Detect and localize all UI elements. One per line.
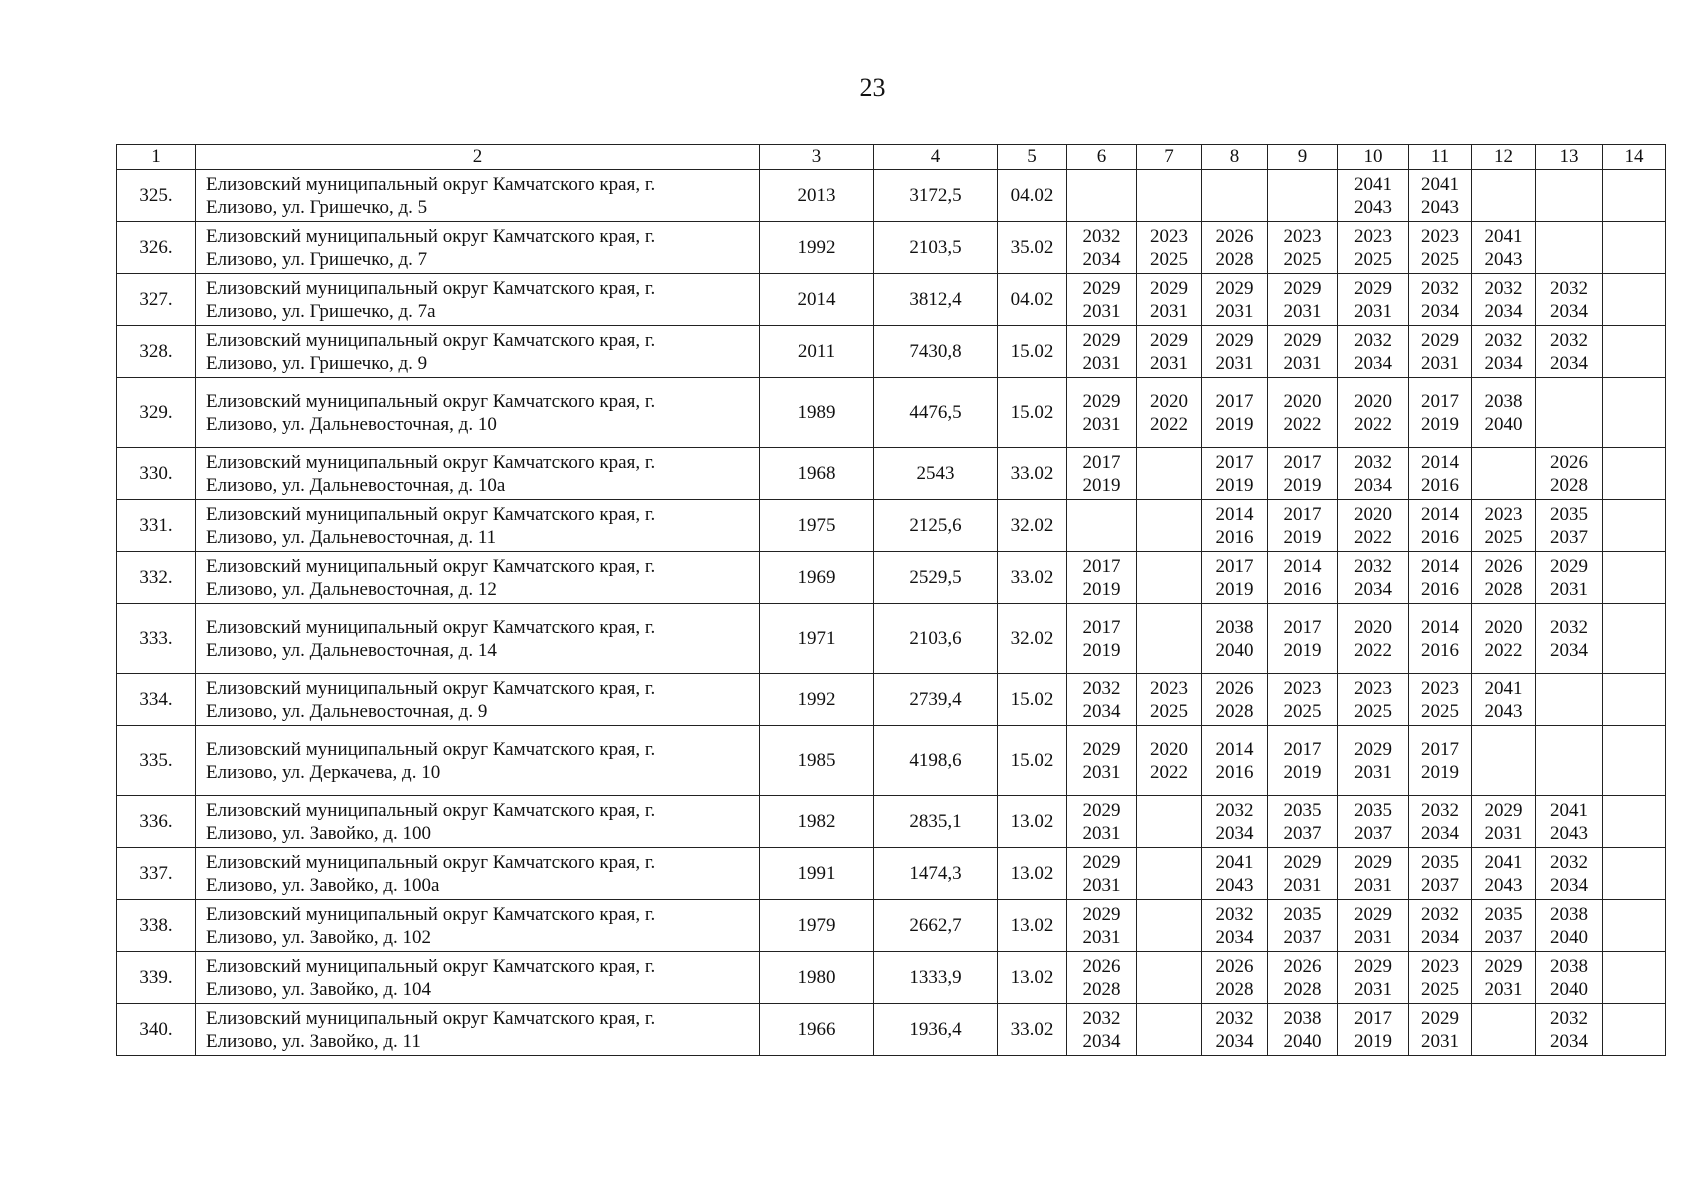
schedule-cell: [1137, 604, 1202, 674]
column-header: 13: [1536, 145, 1603, 170]
table-row: [117, 448, 1666, 500]
schedule-cell: 2038 2040: [1472, 378, 1536, 448]
schedule-cell: [1472, 448, 1536, 500]
schedule-cell: 2029 2031: [1067, 848, 1137, 900]
address-cell: Елизовский муниципальный округ Камчатского края, г. Елизово, ул. Дальневосточная, д. 11: [196, 500, 760, 552]
schedule-cell: 2035 2037: [1338, 796, 1409, 848]
schedule-cell: [1536, 674, 1603, 726]
schedule-cell: [1603, 796, 1666, 848]
address-cell: Елизовский муниципальный округ Камчатского края, г. Елизово, ул. Дальневосточная, д. 14: [196, 604, 760, 674]
table-row: [117, 222, 1666, 274]
table-row: [117, 796, 1666, 848]
schedule-cell: 2032 2034: [1409, 796, 1472, 848]
schedule-cell: 2029 2031: [1536, 552, 1603, 604]
build-year-cell: 1992: [760, 222, 874, 274]
schedule-cell: [1137, 900, 1202, 952]
schedule-cell: 2029 2031: [1472, 796, 1536, 848]
address-cell: Елизовский муниципальный округ Камчатского края, г. Елизово, ул. Дальневосточная, д. 10а: [196, 448, 760, 500]
schedule-cell: 2017 2019: [1202, 552, 1268, 604]
schedule-cell: 2017 2019: [1067, 552, 1137, 604]
schedule-cell: [1472, 1004, 1536, 1056]
schedule-cell: 2041 2043: [1409, 170, 1472, 222]
schedule-cell: 2014 2016: [1409, 604, 1472, 674]
schedule-cell: [1067, 500, 1137, 552]
code-cell: 15.02: [998, 326, 1067, 378]
schedule-cell: 2029 2031: [1338, 726, 1409, 796]
code-cell: 13.02: [998, 796, 1067, 848]
schedule-cell: 2014 2016: [1202, 726, 1268, 796]
schedule-cell: 2017 2019: [1067, 448, 1137, 500]
schedule-cell: 2020 2022: [1137, 726, 1202, 796]
code-cell: 33.02: [998, 552, 1067, 604]
schedule-cell: 2029 2031: [1338, 952, 1409, 1004]
row-number-cell: 329.: [117, 378, 196, 448]
schedule-cell: 2032 2034: [1202, 1004, 1268, 1056]
code-cell: 13.02: [998, 848, 1067, 900]
area-cell: 2739,4: [874, 674, 998, 726]
build-year-cell: 1992: [760, 674, 874, 726]
area-cell: 3812,4: [874, 274, 998, 326]
schedule-cell: 2023 2025: [1268, 674, 1338, 726]
schedule-cell: 2032 2034: [1409, 900, 1472, 952]
schedule-cell: [1137, 848, 1202, 900]
schedule-cell: 2032 2034: [1338, 552, 1409, 604]
schedule-cell: 2032 2034: [1067, 1004, 1137, 1056]
schedule-cell: 2020 2022: [1472, 604, 1536, 674]
schedule-cell: 2017 2019: [1338, 1004, 1409, 1056]
schedule-cell: [1268, 170, 1338, 222]
area-cell: 3172,5: [874, 170, 998, 222]
column-header: 14: [1603, 145, 1666, 170]
schedule-cell: [1603, 500, 1666, 552]
schedule-cell: 2029 2031: [1067, 326, 1137, 378]
schedule-cell: [1603, 952, 1666, 1004]
schedule-cell: 2035 2037: [1268, 796, 1338, 848]
schedule-cell: 2029 2031: [1338, 274, 1409, 326]
schedule-cell: 2038 2040: [1536, 952, 1603, 1004]
row-number-cell: 327.: [117, 274, 196, 326]
code-cell: 32.02: [998, 500, 1067, 552]
schedule-cell: 2035 2037: [1536, 500, 1603, 552]
schedule-cell: 2029 2031: [1137, 274, 1202, 326]
address-cell: Елизовский муниципальный округ Камчатского края, г. Елизово, ул. Дальневосточная, д. 10: [196, 378, 760, 448]
schedule-cell: [1202, 170, 1268, 222]
area-cell: 2662,7: [874, 900, 998, 952]
build-year-cell: 1968: [760, 448, 874, 500]
schedule-cell: 2020 2022: [1338, 604, 1409, 674]
schedule-cell: [1603, 170, 1666, 222]
area-cell: 1936,4: [874, 1004, 998, 1056]
schedule-cell: 2014 2016: [1268, 552, 1338, 604]
area-cell: 2543: [874, 448, 998, 500]
row-number-cell: 335.: [117, 726, 196, 796]
schedule-cell: 2026 2028: [1202, 674, 1268, 726]
schedule-cell: 2029 2031: [1202, 274, 1268, 326]
table-row: [117, 952, 1666, 1004]
schedule-cell: [1603, 274, 1666, 326]
schedule-cell: 2032 2034: [1338, 448, 1409, 500]
schedule-cell: [1603, 674, 1666, 726]
address-cell: Елизовский муниципальный округ Камчатского края, г. Елизово, ул. Гришечко, д. 9: [196, 326, 760, 378]
schedule-cell: 2029 2031: [1202, 326, 1268, 378]
row-number-cell: 326.: [117, 222, 196, 274]
schedule-cell: 2041 2043: [1536, 796, 1603, 848]
code-cell: 13.02: [998, 952, 1067, 1004]
schedule-cell: 2023 2025: [1409, 222, 1472, 274]
schedule-cell: [1536, 222, 1603, 274]
schedule-cell: 2017 2019: [1409, 378, 1472, 448]
schedule-cell: [1603, 448, 1666, 500]
table-row: [117, 274, 1666, 326]
build-year-cell: 1979: [760, 900, 874, 952]
row-number-cell: 340.: [117, 1004, 196, 1056]
schedule-cell: 2032 2034: [1472, 274, 1536, 326]
row-number-cell: 334.: [117, 674, 196, 726]
build-year-cell: 1985: [760, 726, 874, 796]
schedule-cell: 2020 2022: [1137, 378, 1202, 448]
column-header: 11: [1409, 145, 1472, 170]
code-cell: 33.02: [998, 448, 1067, 500]
row-number-cell: 330.: [117, 448, 196, 500]
schedule-cell: 2032 2034: [1202, 796, 1268, 848]
schedule-cell: [1603, 378, 1666, 448]
table-row: [117, 900, 1666, 952]
schedule-cell: 2029 2031: [1268, 326, 1338, 378]
schedule-cell: 2032 2034: [1536, 604, 1603, 674]
schedule-cell: [1536, 726, 1603, 796]
schedule-cell: 2017 2019: [1268, 500, 1338, 552]
column-header: 8: [1202, 145, 1268, 170]
schedule-cell: 2032 2034: [1409, 274, 1472, 326]
schedule-cell: 2023 2025: [1472, 500, 1536, 552]
build-year-cell: 1982: [760, 796, 874, 848]
area-cell: 1333,9: [874, 952, 998, 1004]
schedule-cell: 2029 2031: [1409, 1004, 1472, 1056]
schedule-cell: 2035 2037: [1268, 900, 1338, 952]
area-cell: 2103,6: [874, 604, 998, 674]
row-number-cell: 336.: [117, 796, 196, 848]
build-year-cell: 1975: [760, 500, 874, 552]
column-header: 5: [998, 145, 1067, 170]
area-cell: 4476,5: [874, 378, 998, 448]
build-year-cell: 2014: [760, 274, 874, 326]
schedule-cell: 2029 2031: [1067, 900, 1137, 952]
schedule-cell: 2032 2034: [1338, 326, 1409, 378]
address-cell: Елизовский муниципальный округ Камчатского края, г. Елизово, ул. Завойко, д. 102: [196, 900, 760, 952]
schedule-cell: 2017 2019: [1202, 448, 1268, 500]
schedule-cell: [1603, 900, 1666, 952]
table-row: [117, 726, 1666, 796]
row-number-cell: 331.: [117, 500, 196, 552]
address-cell: Елизовский муниципальный округ Камчатского края, г. Елизово, ул. Деркачева, д. 10: [196, 726, 760, 796]
schedule-cell: [1536, 170, 1603, 222]
schedule-cell: 2032 2034: [1536, 326, 1603, 378]
schedule-cell: 2038 2040: [1536, 900, 1603, 952]
schedule-cell: 2014 2016: [1409, 448, 1472, 500]
schedule-cell: 2032 2034: [1536, 848, 1603, 900]
address-cell: Елизовский муниципальный округ Камчатского края, г. Елизово, ул. Завойко, д. 11: [196, 1004, 760, 1056]
schedule-cell: 2017 2019: [1067, 604, 1137, 674]
address-cell: Елизовский муниципальный округ Камчатского края, г. Елизово, ул. Гришечко, д. 7: [196, 222, 760, 274]
schedule-cell: 2026 2028: [1202, 222, 1268, 274]
schedule-cell: 2029 2031: [1268, 274, 1338, 326]
code-cell: 13.02: [998, 900, 1067, 952]
schedule-cell: 2032 2034: [1536, 274, 1603, 326]
build-year-cell: 1989: [760, 378, 874, 448]
schedule-cell: 2029 2031: [1067, 726, 1137, 796]
schedule-cell: 2023 2025: [1338, 674, 1409, 726]
schedule-cell: [1472, 726, 1536, 796]
schedule-cell: [1137, 448, 1202, 500]
build-year-cell: 2013: [760, 170, 874, 222]
row-number-cell: 333.: [117, 604, 196, 674]
column-header: 10: [1338, 145, 1409, 170]
table-row: [117, 674, 1666, 726]
schedule-cell: 2017 2019: [1268, 448, 1338, 500]
address-cell: Елизовский муниципальный округ Камчатского края, г. Елизово, ул. Дальневосточная, д. 9: [196, 674, 760, 726]
schedule-cell: [1603, 848, 1666, 900]
schedule-cell: 2020 2022: [1268, 378, 1338, 448]
build-year-cell: 1991: [760, 848, 874, 900]
schedule-cell: 2023 2025: [1409, 952, 1472, 1004]
build-year-cell: 2011: [760, 326, 874, 378]
schedule-cell: 2023 2025: [1137, 674, 1202, 726]
schedule-cell: 2038 2040: [1202, 604, 1268, 674]
code-cell: 04.02: [998, 170, 1067, 222]
schedule-cell: [1067, 170, 1137, 222]
schedule-cell: 2029 2031: [1472, 952, 1536, 1004]
area-cell: 1474,3: [874, 848, 998, 900]
schedule-cell: [1603, 222, 1666, 274]
area-cell: 2529,5: [874, 552, 998, 604]
schedule-cell: 2029 2031: [1137, 326, 1202, 378]
schedule-cell: 2041 2043: [1202, 848, 1268, 900]
schedule-cell: 2029 2031: [1067, 796, 1137, 848]
build-year-cell: 1980: [760, 952, 874, 1004]
schedule-cell: [1603, 604, 1666, 674]
row-number-cell: 339.: [117, 952, 196, 1004]
schedule-cell: 2026 2028: [1472, 552, 1536, 604]
build-year-cell: 1969: [760, 552, 874, 604]
schedule-cell: 2035 2037: [1472, 900, 1536, 952]
schedule-cell: 2017 2019: [1268, 726, 1338, 796]
table-row: [117, 378, 1666, 448]
schedule-cell: 2017 2019: [1202, 378, 1268, 448]
schedule-cell: [1137, 552, 1202, 604]
table-row: [117, 326, 1666, 378]
row-number-cell: 325.: [117, 170, 196, 222]
column-header: 2: [196, 145, 760, 170]
address-cell: Елизовский муниципальный округ Камчатского края, г. Елизово, ул. Завойко, д. 100: [196, 796, 760, 848]
schedule-cell: [1137, 952, 1202, 1004]
table-row: [117, 500, 1666, 552]
code-cell: 15.02: [998, 674, 1067, 726]
table-row: [117, 170, 1666, 222]
schedule-cell: 2023 2025: [1409, 674, 1472, 726]
building-registry-table: [116, 144, 1666, 1056]
schedule-cell: 2041 2043: [1472, 222, 1536, 274]
schedule-cell: 2029 2031: [1067, 274, 1137, 326]
schedule-cell: 2029 2031: [1338, 900, 1409, 952]
address-cell: Елизовский муниципальный округ Камчатского края, г. Елизово, ул. Гришечко, д. 5: [196, 170, 760, 222]
schedule-cell: 2020 2022: [1338, 500, 1409, 552]
address-cell: Елизовский муниципальный округ Камчатского края, г. Елизово, ул. Гришечко, д. 7а: [196, 274, 760, 326]
schedule-cell: 2029 2031: [1067, 378, 1137, 448]
column-header: 6: [1067, 145, 1137, 170]
column-header: 12: [1472, 145, 1536, 170]
schedule-cell: 2029 2031: [1268, 848, 1338, 900]
area-cell: 4198,6: [874, 726, 998, 796]
schedule-cell: 2032 2034: [1472, 326, 1536, 378]
area-cell: 2103,5: [874, 222, 998, 274]
schedule-cell: [1603, 326, 1666, 378]
address-cell: Елизовский муниципальный округ Камчатского края, г. Елизово, ул. Завойко, д. 104: [196, 952, 760, 1004]
column-header: 7: [1137, 145, 1202, 170]
table-row: [117, 604, 1666, 674]
schedule-cell: 2014 2016: [1409, 552, 1472, 604]
schedule-cell: [1137, 170, 1202, 222]
area-cell: 2125,6: [874, 500, 998, 552]
schedule-cell: 2017 2019: [1409, 726, 1472, 796]
table-row: [117, 552, 1666, 604]
table-row: [117, 848, 1666, 900]
schedule-cell: 2026 2028: [1268, 952, 1338, 1004]
schedule-cell: 2038 2040: [1268, 1004, 1338, 1056]
page-number: 23: [859, 73, 886, 102]
address-cell: Елизовский муниципальный округ Камчатского края, г. Елизово, ул. Завойко, д. 100а: [196, 848, 760, 900]
schedule-cell: [1137, 1004, 1202, 1056]
schedule-cell: 2023 2025: [1268, 222, 1338, 274]
schedule-cell: 2032 2034: [1067, 674, 1137, 726]
address-cell: Елизовский муниципальный округ Камчатского края, г. Елизово, ул. Дальневосточная, д. 12: [196, 552, 760, 604]
area-cell: 2835,1: [874, 796, 998, 848]
schedule-cell: [1603, 1004, 1666, 1056]
column-header: 9: [1268, 145, 1338, 170]
table-row: [117, 1004, 1666, 1056]
schedule-cell: 2041 2043: [1338, 170, 1409, 222]
column-header: 4: [874, 145, 998, 170]
schedule-cell: 2023 2025: [1338, 222, 1409, 274]
area-cell: 7430,8: [874, 326, 998, 378]
schedule-cell: 2041 2043: [1472, 848, 1536, 900]
schedule-cell: 2026 2028: [1202, 952, 1268, 1004]
schedule-cell: 2026 2028: [1536, 448, 1603, 500]
schedule-cell: 2023 2025: [1137, 222, 1202, 274]
schedule-cell: 2041 2043: [1472, 674, 1536, 726]
header-row: [117, 145, 1666, 170]
column-header: 3: [760, 145, 874, 170]
schedule-cell: 2032 2034: [1536, 1004, 1603, 1056]
schedule-cell: 2020 2022: [1338, 378, 1409, 448]
schedule-cell: 2035 2037: [1409, 848, 1472, 900]
build-year-cell: 1966: [760, 1004, 874, 1056]
code-cell: 32.02: [998, 604, 1067, 674]
schedule-cell: 2029 2031: [1338, 848, 1409, 900]
code-cell: 15.02: [998, 726, 1067, 796]
schedule-cell: 2014 2016: [1202, 500, 1268, 552]
schedule-cell: [1603, 552, 1666, 604]
schedule-cell: 2026 2028: [1067, 952, 1137, 1004]
code-cell: 33.02: [998, 1004, 1067, 1056]
schedule-cell: 2014 2016: [1409, 500, 1472, 552]
code-cell: 04.02: [998, 274, 1067, 326]
build-year-cell: 1971: [760, 604, 874, 674]
schedule-cell: [1472, 170, 1536, 222]
schedule-cell: 2032 2034: [1067, 222, 1137, 274]
table-header: [117, 145, 1666, 170]
row-number-cell: 332.: [117, 552, 196, 604]
schedule-cell: [1137, 500, 1202, 552]
code-cell: 15.02: [998, 378, 1067, 448]
schedule-cell: [1137, 796, 1202, 848]
schedule-cell: [1536, 378, 1603, 448]
schedule-cell: 2032 2034: [1202, 900, 1268, 952]
row-number-cell: 337.: [117, 848, 196, 900]
row-number-cell: 338.: [117, 900, 196, 952]
schedule-cell: 2017 2019: [1268, 604, 1338, 674]
schedule-cell: [1603, 726, 1666, 796]
column-header: 1: [117, 145, 196, 170]
table-body: [117, 170, 1666, 1056]
schedule-cell: 2029 2031: [1409, 326, 1472, 378]
code-cell: 35.02: [998, 222, 1067, 274]
row-number-cell: 328.: [117, 326, 196, 378]
